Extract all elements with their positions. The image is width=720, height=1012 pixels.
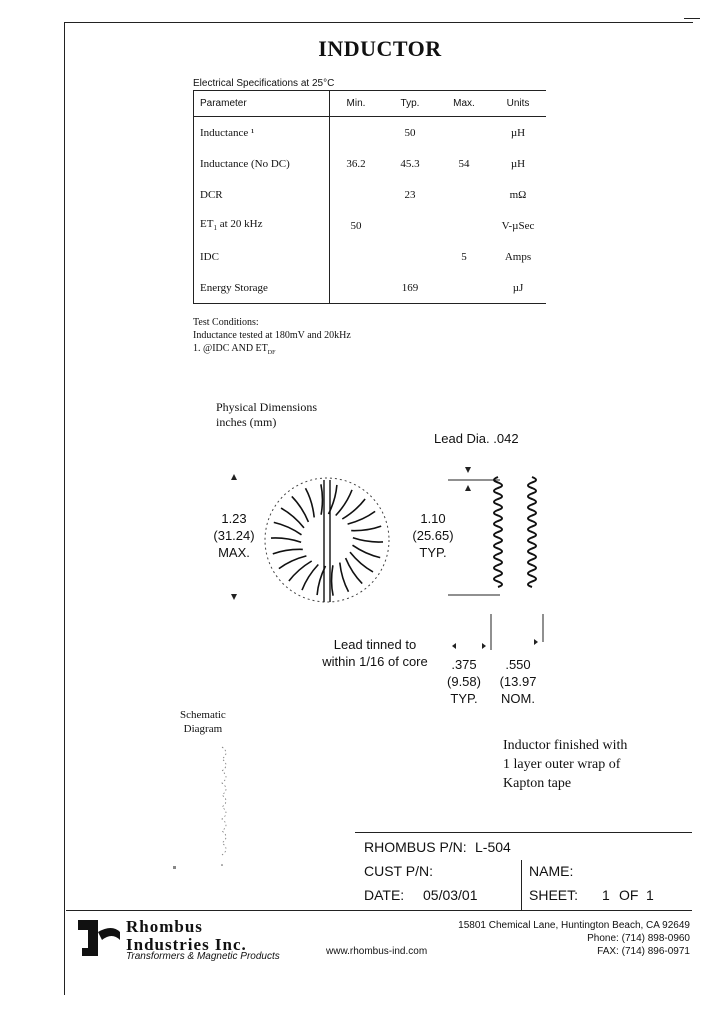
- page-title: INDUCTOR: [318, 36, 442, 61]
- spec-row: [194, 272, 547, 304]
- finish-line1: Inductor finished with: [503, 738, 628, 753]
- row-typ: 169: [382, 272, 438, 304]
- title-block-top-line: [355, 832, 692, 833]
- row-units: µJ: [490, 272, 546, 304]
- core-outline: [265, 478, 389, 602]
- height-arrows: [224, 470, 244, 610]
- spec-header-row: [194, 91, 547, 117]
- row-param: [194, 210, 330, 241]
- company-tagline: Transformers & Magnetic Products: [126, 951, 280, 962]
- row-param: Inductance (No DC): [194, 148, 330, 179]
- row-param: Energy Storage: [194, 272, 330, 304]
- row-max: [438, 210, 490, 241]
- arrow-up-icon: [231, 474, 237, 480]
- row-min: [330, 117, 383, 149]
- row-max: 54: [458, 157, 470, 170]
- row-units: µH: [510, 126, 526, 139]
- test-line1: Inductance tested at 180mV and 20kHz: [193, 330, 351, 341]
- row-max: [438, 117, 490, 149]
- name-label: NAME:: [529, 863, 574, 879]
- physical-line2: inches (mm): [216, 415, 277, 429]
- spec-row: [194, 179, 547, 210]
- row-max: [438, 179, 490, 210]
- sheet-total: 1: [646, 887, 654, 903]
- physical-dimensions-label: [216, 400, 317, 430]
- company-fax: FAX: (714) 896-0971: [597, 946, 690, 957]
- lead-note-line2: within 1/16 of core: [322, 654, 428, 669]
- winding-turn: [302, 565, 318, 591]
- coil-winding-column: [528, 477, 536, 587]
- sheet-of: OF: [619, 887, 639, 903]
- row-units: Amps: [504, 250, 532, 263]
- lead-length-note: TYP.: [450, 691, 478, 706]
- arrow-up-icon: [465, 485, 471, 491]
- finish-line2: 1 layer outer wrap of: [503, 757, 621, 772]
- et-label: ET: [200, 218, 214, 231]
- row-max: [438, 272, 490, 304]
- height-note: MAX.: [218, 545, 250, 560]
- header-max: Max.: [438, 91, 490, 117]
- height-mm: (31.24): [213, 528, 255, 543]
- row-min: [330, 241, 383, 272]
- lead-length-value: .375: [451, 657, 477, 672]
- row-param: IDC: [194, 241, 330, 272]
- coil-winding-column: [494, 477, 502, 587]
- side-height-note: TYP.: [419, 545, 447, 560]
- test-conditions: [193, 316, 351, 360]
- sheet-label: SHEET:: [529, 887, 579, 903]
- test-heading: Test Conditions:: [193, 317, 259, 328]
- spec-row: [194, 117, 547, 149]
- rhombus-pn-label: RHOMBUS P/N:: [364, 839, 467, 855]
- arrow-right-icon: [534, 639, 538, 645]
- company-phone: Phone: (714) 898-0960: [587, 933, 690, 944]
- winding-turn: [340, 563, 349, 592]
- winding-turn: [336, 490, 352, 516]
- cust-pn-label: CUST P/N:: [364, 863, 433, 879]
- schematic-coil-icon: [212, 745, 242, 875]
- row-typ: [382, 241, 438, 272]
- company-address: 15801 Chemical Lane, Huntington Beach, CA 92649: [458, 920, 690, 931]
- test-line2-subscript: DF: [267, 350, 276, 356]
- lead-dia-label: Lead Dia. .042: [434, 431, 519, 446]
- width-note: NOM.: [501, 691, 535, 706]
- winding-turn: [271, 538, 301, 542]
- winding-turn: [353, 538, 383, 542]
- sheet-number: 1: [602, 887, 610, 903]
- company-name-line1: Rhombus: [126, 917, 203, 936]
- winding-turn: [274, 522, 302, 534]
- finish-note: [503, 736, 627, 793]
- company-name-line2: Industries Inc.: [126, 935, 247, 954]
- lead-tinned-note: [310, 636, 440, 670]
- row-min: [330, 179, 383, 210]
- row-units: µH: [510, 157, 526, 170]
- arrow-left-icon: [452, 643, 456, 649]
- winding-turn: [353, 545, 381, 557]
- et-freq: at 20 kHz: [216, 218, 263, 231]
- side-height-mm: (25.65): [412, 528, 454, 543]
- row-typ: [382, 210, 438, 241]
- toroid-top-view: [257, 470, 397, 610]
- width-dimension: [490, 656, 546, 707]
- row-units: V-µSec: [501, 219, 535, 232]
- arrow-down-icon: [231, 594, 237, 600]
- row-typ: 45.3: [400, 157, 420, 170]
- winding-turn: [351, 526, 381, 531]
- row-max: 5: [461, 250, 467, 263]
- row-typ: 23: [404, 188, 416, 201]
- schematic-label: [180, 708, 226, 736]
- arrow-down-icon: [465, 467, 471, 473]
- lead-dimension-marks: [440, 612, 560, 652]
- row-param: DCR: [194, 179, 330, 210]
- winding-turn: [321, 484, 323, 514]
- width-value: .550: [505, 657, 531, 672]
- row-min: 36.2: [346, 157, 366, 170]
- row-units: mΩ: [509, 188, 527, 201]
- arrow-right-icon: [482, 643, 486, 649]
- header-typ: Typ.: [382, 91, 438, 117]
- spec-row: [194, 210, 547, 241]
- physical-line1: Physical Dimensions: [216, 400, 317, 414]
- frame-corner-tick: [684, 18, 700, 19]
- header-min: Min.: [330, 91, 383, 117]
- winding-turn: [273, 549, 303, 554]
- spec-row: [194, 148, 547, 179]
- side-height-value: 1.10: [420, 511, 446, 526]
- header-units: Units: [490, 91, 546, 117]
- height-value: 1.23: [221, 511, 247, 526]
- test-line2: [193, 342, 351, 360]
- winding-turn: [306, 488, 315, 517]
- row-param: Inductance ¹: [194, 117, 330, 149]
- row-typ: 50: [404, 126, 416, 139]
- lead-note-line1: Lead tinned to: [333, 637, 417, 652]
- rhombus-logo-icon: [78, 918, 122, 958]
- schematic-dot: [173, 866, 176, 869]
- row-min: 50: [350, 219, 362, 232]
- schematic-line1: Schematic: [180, 709, 226, 721]
- date-value: 05/03/01: [423, 887, 478, 903]
- spec-caption: Electrical Specifications at 25°C: [193, 78, 335, 89]
- width-mm: (13.97: [499, 674, 537, 689]
- row-min: [330, 272, 383, 304]
- finish-line3: Kapton tape: [503, 776, 572, 791]
- date-label: DATE:: [364, 887, 405, 903]
- company-logo-text: [126, 918, 247, 954]
- spec-table: [193, 90, 546, 304]
- test-line2-text: 1. @IDC AND ET: [193, 343, 268, 354]
- lead-length-dimension: [436, 656, 492, 707]
- title-block-divider: [521, 860, 522, 910]
- winding-turn: [332, 565, 334, 595]
- spec-row: [194, 241, 547, 272]
- footer-line: [66, 910, 692, 911]
- et-subscript: 1: [213, 224, 217, 233]
- rhombus-pn-value: L-504: [475, 839, 511, 855]
- lead-length-mm: (9.58): [447, 674, 481, 689]
- header-parameter: Parameter: [194, 91, 330, 117]
- schematic-line2: Diagram: [183, 723, 223, 735]
- company-website[interactable]: www.rhombus-ind.com: [326, 946, 428, 957]
- toroid-side-view: [440, 465, 540, 595]
